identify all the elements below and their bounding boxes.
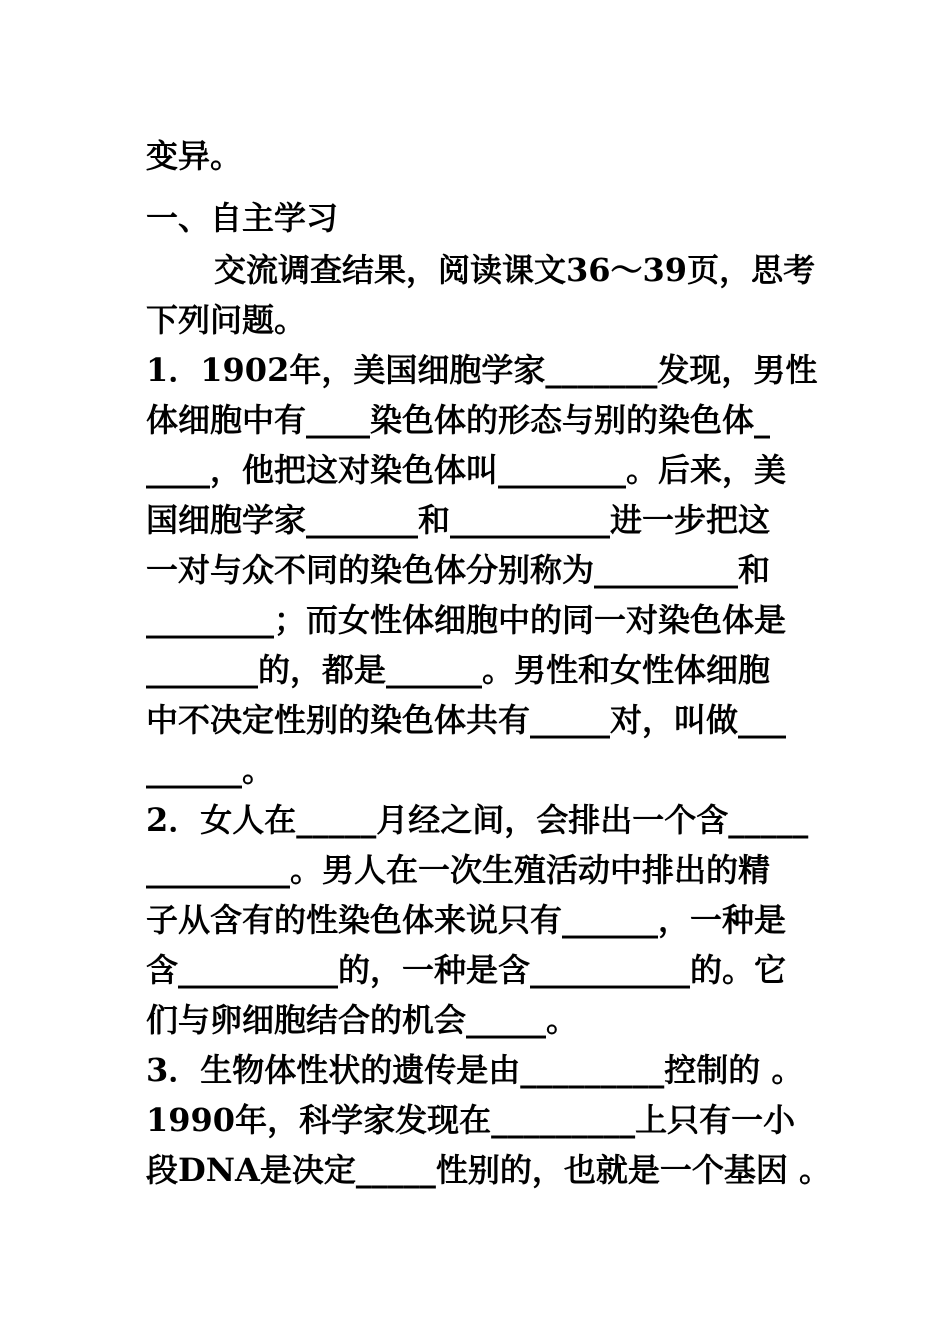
text-line-1: 变异。 [146,137,243,175]
question-1-line-7: _______的，都是______。男性和女性体细胞 [146,651,771,689]
question-1-line-3: ____，他把这对染色体叫________。后来，美 [146,451,787,489]
question-1-line-5: 一对与众不同的染色体分别称为_________和 [146,551,771,589]
question-2-line-1: 2．女人在_____月经之间，会排出一个含_____ [146,801,809,839]
question-3-line-2: 1990年，科学家发现在_________上只有一小 [146,1101,796,1139]
question-3-line-1: 3．生物体性状的遗传是由_________控制的 。 [146,1051,804,1089]
question-1-line-2: 体细胞中有____染色体的形态与别的染色体_ [146,401,771,439]
question-1-line-8: 中不决定性别的染色体共有_____对，叫做___ [146,701,787,739]
intro-paragraph-line-2: 下列问题。 [146,301,307,339]
question-1-line-1: 1．1902年，美国细胞学家_______发现，男性 [146,351,818,389]
question-2-line-4: 含__________的，一种是含__________的。它 [146,951,787,989]
question-2-line-2: _________。男人在一次生殖活动中排出的精 [146,851,771,889]
question-2-line-3: 子从含有的性染色体来说只有______，一种是 [146,901,787,939]
question-1-line-9: ______。 [146,751,275,789]
question-1-line-6: ________；而女性体细胞中的同一对染色体是 [146,601,787,639]
section-heading: 一、自主学习 [146,199,339,237]
intro-paragraph-line-1: 交流调查结果，阅读课文36～39页，思考 [214,251,816,289]
question-3-line-3: 段DNA是决定_____性别的，也就是一个基因 。 [146,1151,831,1189]
question-2-line-5: 们与卵细胞结合的机会_____。 [146,1001,579,1039]
question-1-line-4: 国细胞学家_______和__________进一步把这 [146,501,771,539]
